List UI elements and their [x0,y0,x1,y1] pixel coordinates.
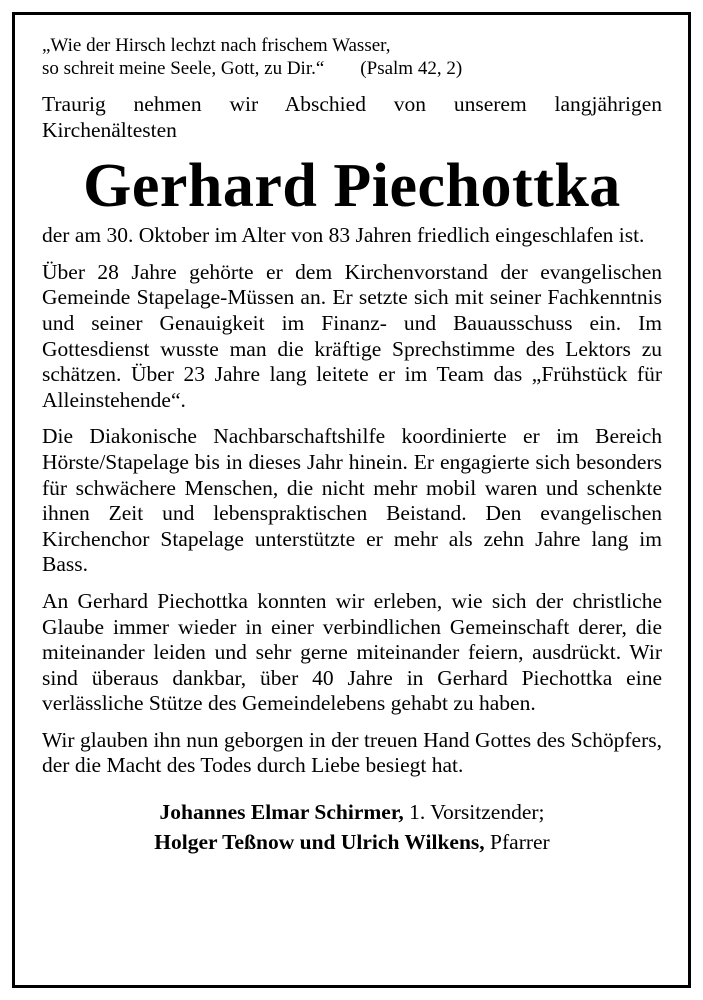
signature-line-1 [42,797,662,827]
signature-names-1: Johannes Elmar Schirmer, [159,800,404,825]
signature-names-2: Holger Teßnow und Ulrich Wilkens, [154,830,485,855]
paragraph-death: der am 30. Oktober im Alter von 83 Jahren friedlich eingeschlafen ist. [42,223,645,248]
signature-line-2 [42,827,662,857]
signature-role-2: Pfarrer [490,830,550,855]
quote-line-2 [42,57,662,80]
quote-line-1: „Wie der Hirsch lechzt nach frischem Wasser, [42,35,391,56]
obituary-notice [42,34,662,857]
quote-line-2-text: so schreit meine Seele, Gott, zu Dir.“ [42,58,325,79]
signature-role-1: 1. Vorsitzender; [409,800,545,825]
signatures [42,797,662,857]
deceased-name: Gerhard Piechottka [83,152,621,221]
paragraph-closing: Wir glauben ihn nun geborgen in der treuen Hand Gottes des Schöpfers, der die Macht des Todes durch Liebe besiegt hat. [42,727,662,778]
quote-reference: (Psalm 42, 2) [360,58,463,79]
paragraph-faith: An Gerhard Piechottka konnten wir erleben, wie sich der christliche Glaube immer wieder in einer verbindlichen Gemeinschaft derer, die miteinander leiden und sehr gerne miteinander feiern, ausdrückt. Wir sind überaus dankbar, über 40 Jahre in Gerhard Piechottka eine verlässliche Stütze des Gemeindelebens gehabt zu haben. [42,588,662,716]
paragraph-church-council: Über 28 Jahre gehörte er dem Kirchenvorstand der evangelischen Gemeinde Stapelage-Müssen an. Er setzte sich mit seiner Fachkenntnis und seiner Genauigkeit im Finanz- und Bauausschuss ein. Im Gottesdienst wusste man die kräftige Sprechstimme des Lektors zu schätzen. Über 23 Jahre lang leitete er im Team das „Frühstück für Alleinstehende“. [42,259,662,412]
intro-text: Traurig nehmen wir Abschied von unserem langjährigen Kirchenältesten [42,92,662,142]
paragraph-diakonie: Die Diakonische Nachbarschaftshilfe koordinierte er im Bereich Hörste/Stapelage bis in dieses Jahr hinein. Er engagierte sich besonders für schwächere Menschen, die nicht mehr mobil waren und schenkte ihnen Zeit und lebenspraktischen Beistand. Den evangelischen Kirchenchor Stapelage unterstützte er mehr als zehn Jahre lang im Bass. [42,424,662,577]
bible-quote [42,34,662,80]
